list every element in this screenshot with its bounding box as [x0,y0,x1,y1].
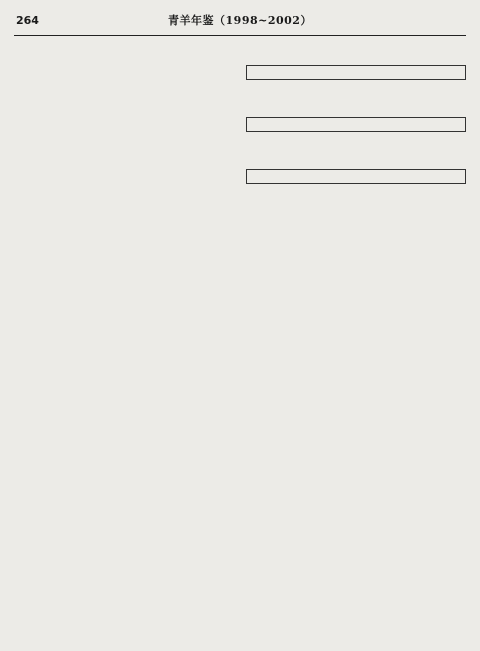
paragraph [246,97,466,111]
paragraph [14,59,234,73]
page-number: 264 [16,14,39,27]
page-header [14,12,466,36]
paragraph [14,88,234,102]
text-columns [14,45,466,640]
paragraph [14,45,234,59]
paragraph [246,186,466,200]
paragraph [246,149,466,163]
section-heading [246,65,466,80]
paragraph [14,131,234,145]
section-heading [246,117,466,132]
paragraph [246,134,466,148]
paragraph [246,82,466,96]
running-title: 青羊年鉴（1998~2002） [168,14,312,27]
paragraph [246,45,466,59]
section-heading [246,169,466,184]
paragraph [14,103,234,117]
paragraph [14,117,234,131]
right-column [246,45,466,640]
left-column [14,45,234,640]
paragraph [14,74,234,88]
